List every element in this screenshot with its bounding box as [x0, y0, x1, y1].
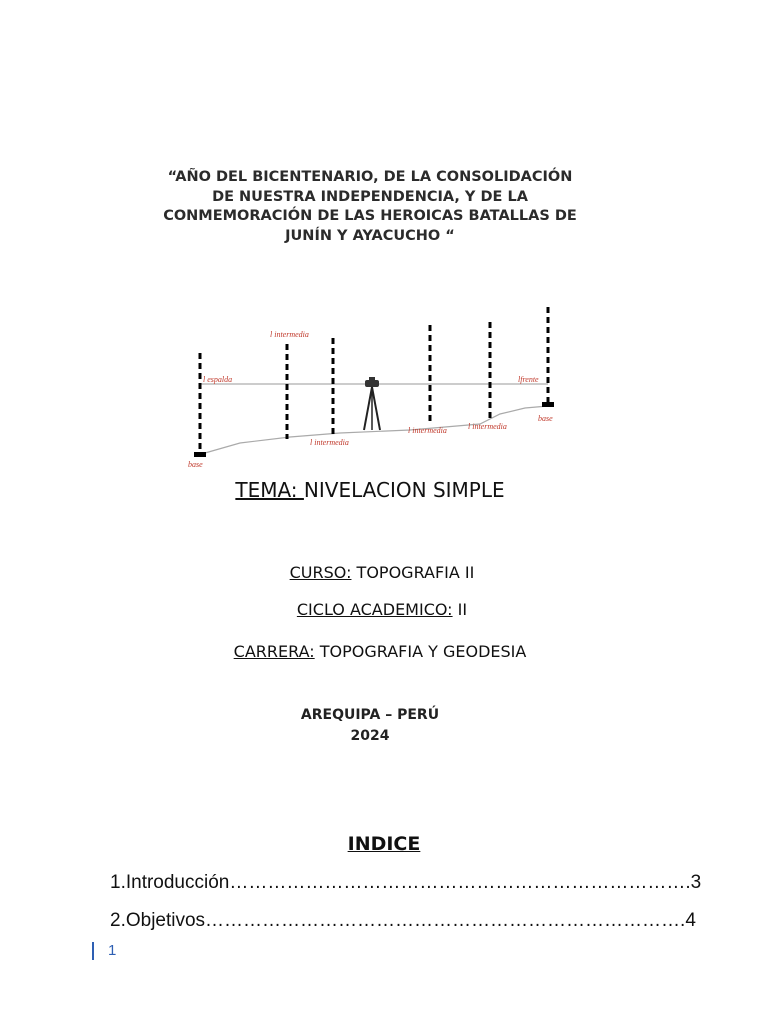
cycle-line [0, 600, 766, 619]
label-intermedia-1: l intermedia [310, 438, 349, 447]
base-plate-left [194, 452, 206, 457]
topic-heading [0, 478, 740, 502]
topic-label: TEMA: [235, 478, 304, 502]
page-number [92, 942, 116, 960]
label-intermedia-top: l intermedia [270, 330, 309, 339]
course-line [0, 563, 766, 582]
label-intermedia-3: l intermedia [468, 422, 507, 431]
cycle-label: CICLO ACADEMICO: [296, 600, 453, 619]
label-intermedia-2: l intermedia [408, 426, 447, 435]
course-label: CURSO: [289, 563, 352, 582]
page-number-text: 1 [108, 942, 117, 959]
label-frente: lfrente [518, 375, 539, 384]
career-line [0, 642, 764, 661]
toc-item[interactable]: 2.Objetivos………………………………………………………………….4 [110, 910, 696, 931]
label-base-left: base [188, 460, 203, 469]
toc-item[interactable]: 1.Introducción……………………………………………………………….3 [110, 872, 702, 893]
year-text: 2024 [350, 728, 390, 744]
career-value: TOPOGRAFIA Y GEODESIA [314, 642, 527, 661]
career-label: CARRERA: [233, 642, 315, 661]
leveling-diagram [180, 300, 580, 475]
cursor-bar [92, 942, 94, 960]
topic-value: NIVELACION SIMPLE [303, 478, 505, 502]
course-value: TOPOGRAFIA II [351, 563, 475, 582]
location-block [0, 705, 740, 747]
label-base-right: base [538, 414, 553, 423]
label-espalda: l espalda [203, 375, 233, 384]
index-title: INDICE [347, 833, 421, 855]
city-text: AREQUIPA – PERÚ [300, 707, 440, 723]
base-plate-right [542, 402, 554, 407]
cycle-value: II [452, 600, 468, 619]
level-instrument-icon [364, 377, 380, 430]
motto-text: “AÑO DEL BICENTENARIO, DE LA CONSOLIDACIÓN DE NUESTRA INDEPENDENCIA, Y DE LA CONMEMORACIÓN DE LAS HEROICAS BATALLAS DE JUNÍN Y AYACUCHO “ [163, 169, 577, 244]
